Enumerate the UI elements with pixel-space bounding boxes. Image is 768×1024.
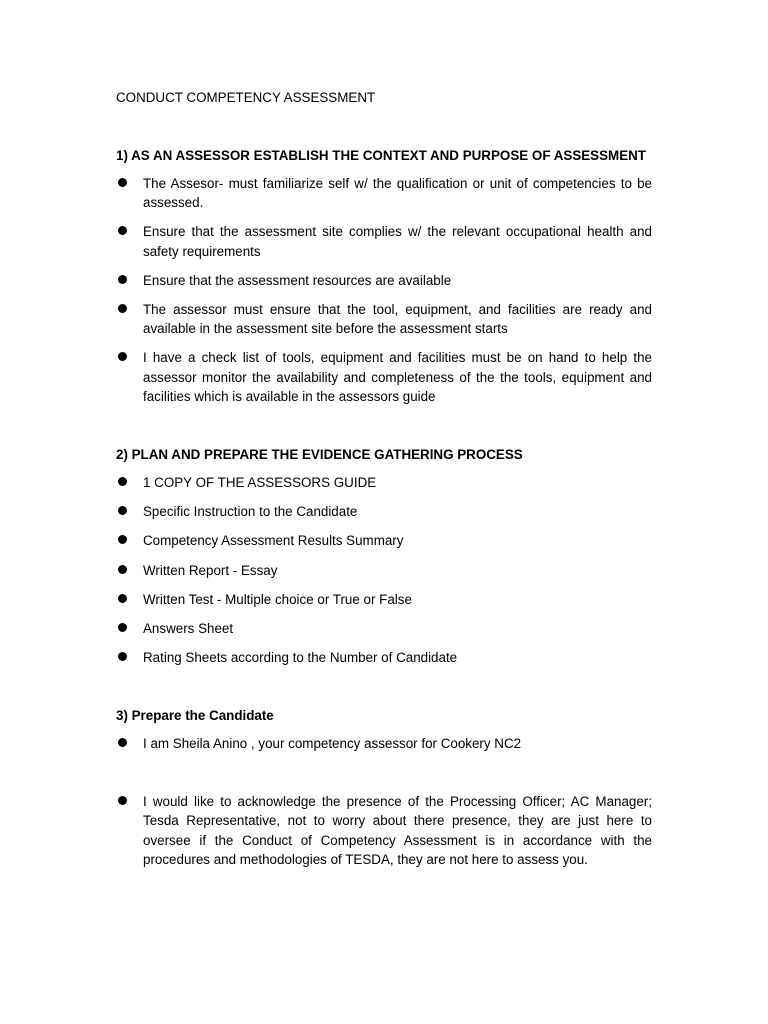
list-item [116,174,652,212]
list-item-text: Competency Assessment Results Summary [143,533,404,549]
list-item-text: Answers Sheet [143,621,234,637]
list-item [116,590,652,609]
list-item-text: The Assesor- must familiarize self w/ the qualification or unit of competencies to be assessed. [143,176,652,211]
list-item-text: I am Sheila Anino , your competency assessor for Cookery NC2 [143,736,522,751]
list-item [116,348,652,406]
list-item [116,792,652,869]
list-item [116,300,652,338]
section-1-heading: 1) AS AN ASSESSOR ESTABLISH THE CONTEXT AND PURPOSE OF ASSESSMENT [116,148,646,163]
list-item [116,561,652,580]
list-item [116,531,652,550]
list-item [116,222,652,260]
list-item-text: I would like to acknowledge the presence of the Processing Officer; AC Manager; Tesda Representative, not to worry about there presence, they are just here to oversee if the Conduct of Competency Assessment is in accordance with the procedures and methodologies of TESDA, they are not here to assess you. [143,794,652,867]
list-item-text: 1 COPY OF THE ASSESSORS GUIDE [143,475,377,490]
section-2-heading: 2) PLAN AND PREPARE THE EVIDENCE GATHERING PROCESS [116,447,523,462]
section-2-list [116,473,652,667]
list-item-text: Ensure that the assessment resources are available [143,272,452,288]
list-item [116,619,652,638]
list-item [116,734,652,753]
list-item-text: Rating Sheets according to the Number of Candidate [143,650,458,666]
list-item-text: Specific Instruction to the Candidate [143,504,358,520]
document-title: CONDUCT COMPETENCY ASSESSMENT [116,90,376,105]
list-item-text: Ensure that the assessment site complies w/ the relevant occupational health and safety requirements [143,224,652,259]
list-item [116,648,652,667]
list-item-text: The assessor must ensure that the tool, equipment, and facilities are ready and available in the assessment site before the assessment starts [143,302,652,337]
list-item [116,473,652,492]
section-3-heading: 3) Prepare the Candidate [116,708,274,723]
list-item-text: Written Report - Essay [143,562,278,578]
section-1-list [116,174,652,406]
list-item [116,502,652,521]
list-item [116,271,652,290]
list-item-text: I have a check list of tools, equipment and facilities must be on hand to help the assessor monitor the availability and completeness of the the tools, equipment and facilities which is available in the assessors guide [143,350,652,404]
section-3-list [116,734,652,869]
list-item-text: Written Test - Multiple choice or True or False [143,591,412,607]
